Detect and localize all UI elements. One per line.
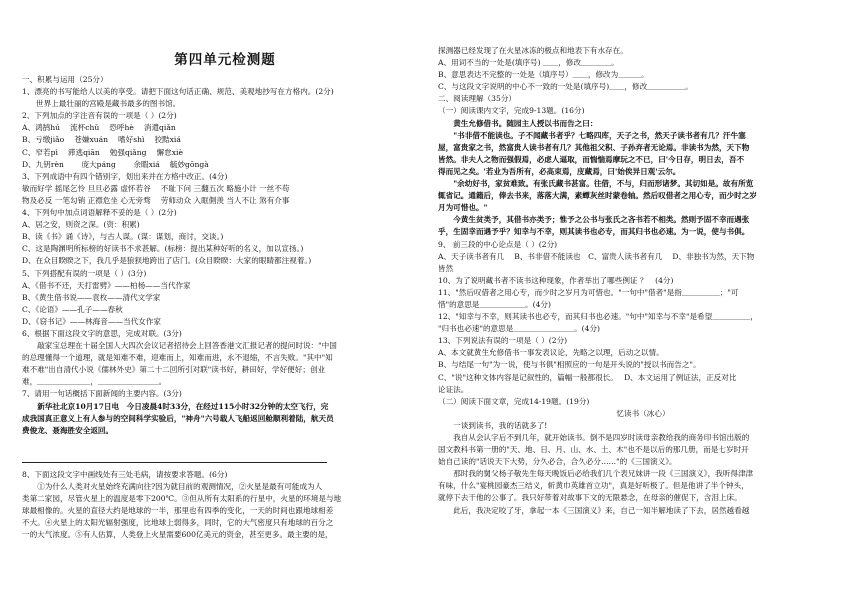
- left-text-line: 难，＿＿＿＿＿＿＿，＿＿＿＿＿＿＿＿。: [22, 377, 167, 387]
- left-text-line: B、《黄生借书说——袁枚——清代文学家: [22, 292, 161, 302]
- right-text-line: 辄省记。通籍后，俸去书来，落落大满，素蟫灰丝时蒙卷轴。然后叹借者之用心专，而少时之岁: [438, 191, 757, 201]
- left-text-line: A、鸿鹄hú 流杯chǔ 恐呼hè 消遣qiǎn: [22, 123, 176, 133]
- left-text-line: 不大。④火星上的太阳光辐射强度，比地球上弱得多，同时，它的大气密度只有地球的百分之: [22, 518, 334, 528]
- right-text-line: 国文教科书第一册的"天、地、日、月、山、水、土、木"也不是以后的那几册，而是七岁时开: [438, 445, 749, 455]
- left-text-line: 新华社北京10月17日电 今日凌晨4时33分，在经过115小时32分钟的太空飞行，完: [37, 401, 329, 411]
- right-text-body: [438, 45, 848, 517]
- left-text-line: C、《论语》——孔子——春秋: [22, 304, 123, 314]
- right-text-line: C、"说"这种文体内容是记叙性的，篇幅一般都很长。 D、本文运用了例证法，正反对比: [438, 372, 737, 382]
- right-text-line: 得而见之矣。'若业为吾所有，必高束焉，庋藏焉，曰'始俟异日观'云尔。: [438, 166, 681, 176]
- left-text-line: 世界上最壮丽的宫殿是藏书最多的图书馆。: [36, 99, 181, 109]
- left-text-line: 成我国真正意义上有人参与的空间科学实验后，"神舟"六号载人飞船返回舱顺利着陆，航天员: [22, 413, 334, 423]
- right-text-line: "归书也必速"的意思是＿＿＿＿＿＿＿＿。(4分): [438, 324, 601, 334]
- right-text-line: A、用词不当的一处是(填序号) ＿＿，修改＿＿＿＿。: [438, 58, 619, 68]
- right-text-line: 9、 前三段的中心论点是（ ）(2分): [438, 239, 558, 249]
- right-text-line: 皆然。非夫人之物而强假焉，必虑人逼取，而惴惴焉摩玩之不已，曰'今日存，明日去，吾不: [438, 154, 745, 164]
- right-column: [438, 0, 848, 517]
- left-text-line: 物及必反 一笔勾销 正襟危坐 心无旁骛 劳师动众 入眶側羡 当人不让 煞有介事: [22, 195, 290, 205]
- right-text-line: 我自从会认字后不到几年，就开始读书。倒不是四岁时读母亲教给我的商务印书馆出版的: [453, 433, 750, 442]
- left-text-line: 费俊龙、聂海胜安全返回。: [22, 425, 114, 435]
- left-text-line: 4、下列句中加点词语解释不妥的是（ ）(2分): [22, 208, 177, 218]
- right-text-line: 惜"的意思是＿＿＿＿＿＿。(4分): [438, 299, 551, 309]
- right-text-line: 皆然: [438, 263, 454, 273]
- left-text-line: A、《借书不还，天打雷劈》——柏杨——当代作家: [22, 280, 191, 290]
- right-text-line: B、与结尾一句"为一说，使与书俱"相照应的一句是开头说的"授以书而告之"。: [438, 360, 701, 370]
- left-text-line: 一、积累与运用（25分）: [22, 75, 108, 84]
- left-text-line: D、九钥rèn 庞大páng 余暇xiá 毓妙gōngà: [22, 159, 209, 169]
- left-text-line: 类第二家园，尽管火星上的温度是零下200℃。③但从所有太阳系的行星中，火星的环境是与地: [22, 494, 342, 503]
- right-text-line: A、天子读书者有几 B、书非借不能读也 C、富贵人读书者有几 D、非独书为然，天下物: [438, 251, 755, 261]
- left-text-line: 敲家宝总理在十届全国人大四次会议记者招待会上回答香港文汇报记者的提问时说："中国: [37, 341, 337, 351]
- right-text-line: 一谈到读书，我的话就多了!: [453, 420, 548, 430]
- left-text-line: 2、下列加点的字注音有误的一项是（ ）(2分): [22, 111, 177, 121]
- left-text-line: 球最相像的。火星的直径大约是地球的一半，那里也有四季的变化，一天的时间也跟地球相差: [22, 506, 334, 516]
- left-text-line: 5、下列搭配有误的一项是（ ）(3分): [22, 268, 147, 278]
- right-text-line: 探测器已经发现了在火星冰冻的极点和地表下有水存在。: [438, 46, 628, 55]
- left-text-line: 敏而好学 摇尾乞怜 旦旦必露 虚怀若谷 不耻下问 三翻五次 略施小计 一丝不苟: [22, 183, 290, 193]
- left-text-line: C、窄若pì 滞逃qiān 勉强qiǎng 懈怠xiè: [22, 147, 183, 157]
- left-text-line: 1、漂亮的书写能给人以美的享受。请把下面这句话正确、规范、美观地抄写在方格内。(2分): [22, 87, 334, 97]
- right-text-line: 10、为了说明藏书者不读书这种现象，作者举出了哪些例证 ？ (4分): [438, 275, 674, 285]
- right-text-line: 13、下列说法有误的一项是（ ）(2分): [438, 336, 568, 346]
- left-text-line: C、这是陶渊明所标榜的好读书不求甚解。(标榜：提出某种好听的名义，加以宣扬。): [22, 244, 304, 254]
- right-text-line: 有味，什么"宴桃园豪杰三结义，斩黄巾英雄首立功"，真是好听极了。但是他讲了半个钟头，: [438, 481, 749, 491]
- left-text-line: 7、请用一句话概括下面新闻的主要内容。(3分): [22, 389, 182, 399]
- right-text-line: 二、阅读理解（35分）: [438, 94, 517, 104]
- right-text-line: 11、"然后叹借者之用心专，而少时之岁月为可惜也。"一句中"借者"是指＿＿＿＿＿；"可: [438, 287, 739, 297]
- right-text-line: B、意思表达不完整的一处是（填序号）＿＿，修改为＿＿＿。: [438, 70, 649, 80]
- right-text-line: 那时我的舅父杨子敬先生每天晚饭后必给我们几个表兄妹讲一段《三国演义》，我听得津津: [453, 469, 754, 479]
- right-text-line: 乎，生固幸而遇予乎？知幸与不幸，则其读书也必专，而其归书也必速。为一说，使与书俱。: [438, 227, 750, 237]
- left-text-line: B、亏缴jiǎo 苍嫌xuán 嗜好shì 狡黠xiá: [22, 135, 181, 145]
- left-text-body: [22, 74, 428, 541]
- left-text-line: 3、下列成语中有四个错别字，划出来并在方格中改正。(4分): [22, 171, 228, 181]
- right-text-line: （二）阅读下面文章，完成14-19题。(19分): [438, 396, 590, 406]
- left-text-line: 8、下面这段文字中画线处有三处毛病，请按要求答题。(6分): [22, 469, 228, 479]
- right-text-line: C、与这段文字说明的中心不一致的一处是(填序号)＿＿，修改＿＿＿＿＿。: [438, 82, 693, 92]
- left-text-line: 6、根据下面这段文字的意思，完成对联。(3分): [22, 328, 182, 338]
- right-text-line: 始自己读的"话说天下大势，分久必合，合久必分……"的《三国演义》。: [438, 457, 677, 467]
- left-text-line: ①为什么人类对火星始终充满向往?因为就目前的观测情况，②火星是最有可能成为人: [37, 481, 323, 491]
- left-column: [22, 0, 428, 541]
- left-text-line: 难不难"出自清代小说《儒林外史》第二十二回所引对联"读书好，耕田好，学好便好；创业: [22, 365, 326, 375]
- right-text-line: 今黄生贫类予，其借书亦类予；惟予之公书与张氏之吝书若不相类。然则予固不幸而遇张: [453, 215, 750, 225]
- left-text-line: D、《窃书记》——林海音——当代女作家: [22, 316, 161, 326]
- right-text-line: 此后，我决定咬了牙，拿起一本《三国演义》来，自己一知半解地读了下去，居然越看越: [453, 505, 750, 515]
- left-text-line: B、读《书》诵《诗》，与古人谋。(谋：谋划，商讨，交谈。): [22, 232, 224, 242]
- right-text-line: （一）阅读课内文字，完成9-13题。(16分): [438, 106, 585, 116]
- right-text-line: 论证法。: [438, 384, 469, 394]
- right-text-line: 黄生允修借书。随园主人授以书而告之曰：: [453, 118, 598, 128]
- left-text-line: D、在众目睽睽之下，我几乎是狼狈地跨出了店门。(众目睽睽：大家的眼睛都注视着。): [22, 256, 312, 266]
- left-text-line: [22, 462, 327, 463]
- left-text-line: A、居之安，则资之深。(资：积累): [22, 220, 140, 230]
- right-text-line: 屋，富贵家之书，然富贵人读书者有几？其他祖父积、子孙弃者无论焉。非读书为然，天下物: [438, 142, 750, 152]
- right-text-line: 月为可惜也。": [438, 203, 488, 213]
- left-text-line: 一的大气浓度。⑤有人估算，人类登上火星需要600亿美元的资金，甚至更多。最主要的是，: [22, 530, 333, 540]
- right-text-line: 就停下去干他的公事了。我只好带着对故事下文的无限悬念，在母亲的催促下，含泪上床。: [438, 493, 742, 503]
- right-text-line: A、本文就黄生允修借书一事发表议论，先略之以理，后动之以情。: [438, 348, 664, 358]
- right-text-line: "书非借不能读也。子不闻藏书者乎？七略四库，天子之书，然天子读书者有几？汗牛塞: [453, 130, 746, 140]
- left-text-line: 的总理懂得一个道理，就是知难不难，迎难而上，知难而进，永不退缩，不言失败。"其中"知: [22, 353, 333, 363]
- right-text-line: 12、"知幸与不幸，则其读书也必专，而其归书也必速。"句中"知幸与不幸"是希望＿＿＿＿＿，: [438, 312, 758, 322]
- page-title: 第四单元检测题: [174, 52, 276, 68]
- right-text-line: "余幼好书，家贫难致。有张氏藏书甚富。往借，不与，归而形诸梦。其切如是。故有所览: [453, 179, 754, 189]
- left-text-line: [22, 437, 428, 459]
- right-text-line: 忆读书（冰心）: [616, 408, 670, 418]
